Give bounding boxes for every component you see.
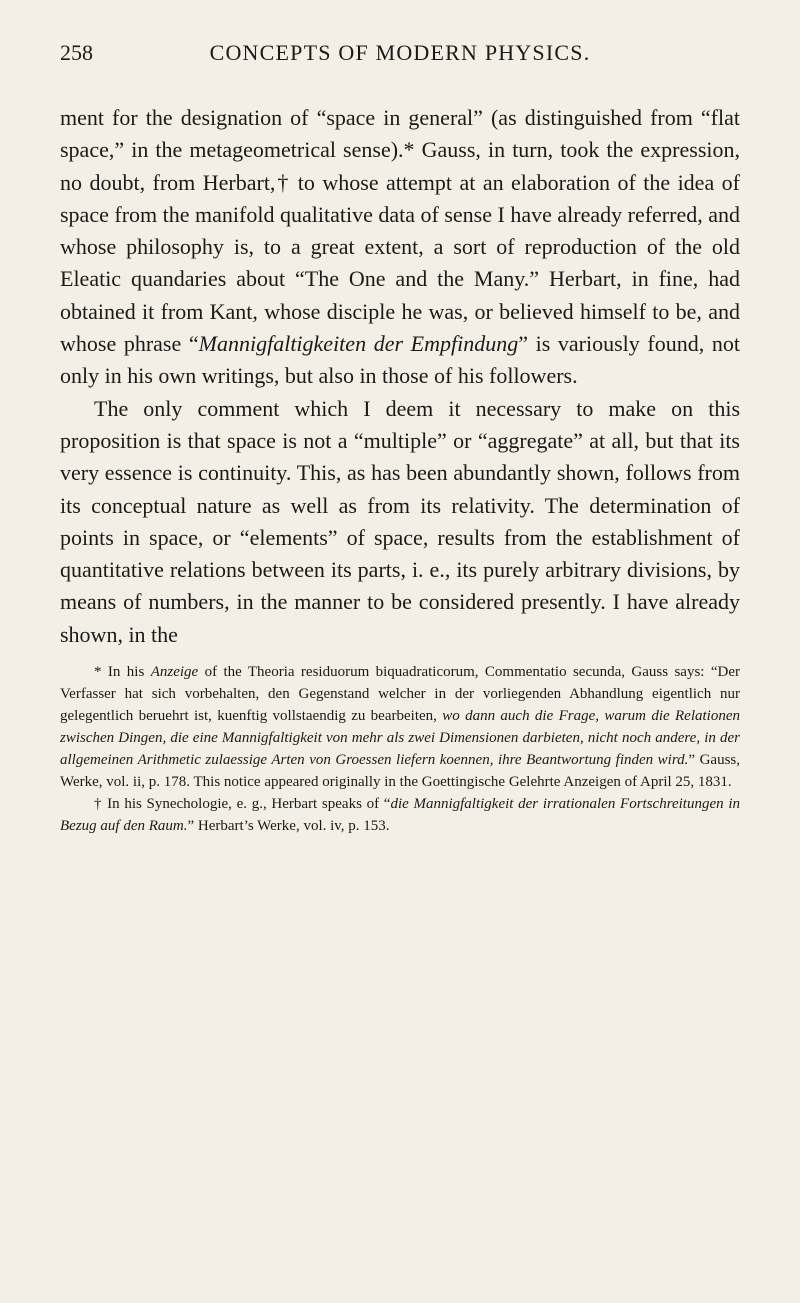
- footnote-1-italic-quote: wo dann auch die Frage, warum die Relationen zwischen Dingen, die eine Mannigfaltigkeit von mehr als zwei Dimensionen darbieten, nicht noch andere, in der allgemeinen Arithmetic zulaessige Arten von Groessen liefern koennen, ihre Beantwortung finden wird.: [60, 708, 740, 769]
- footnote-2: [60, 793, 740, 837]
- footnote-2-text-b: ” Herbart’s Werke, vol. iv, p. 153.: [187, 818, 390, 835]
- footnote-2-italic-quote: die Mannigfaltigkeit der irrationalen Fortschreitungen in Bezug auf den Raum.: [60, 796, 740, 835]
- paragraph-1: [60, 102, 740, 393]
- page-header: [60, 40, 740, 74]
- paragraph-1-text-a: ment for the designation of “space in general” (as distinguished from “flat space,” in the metageometrical sense).* Gauss, in turn, took the expression, no doubt, from Herbart,† to whose attempt at an elaboration of the idea of space from the manifold qualitative data of sense I have already referred, and whose philosophy is, to a great extent, a sort of reproduction of the old Eleatic quandaries about “The One and the Many.” Herbart, in fine, had obtained it from Kant, whose disciple he was, or believed himself to be, and whose phrase “: [60, 105, 740, 357]
- footnote-1-text-a: * In his: [94, 664, 151, 681]
- footnotes: [60, 661, 740, 837]
- main-text: [60, 102, 740, 651]
- paragraph-1-italic-phrase: Mannigfaltigkeiten der Empfindung: [198, 331, 519, 357]
- footnote-1-text-b: of the Theoria residuorum biquadraticorum, Commentatio secunda, Gauss says: “Der Verfasser hat sich vorbehalten, den Gegenstand welcher in der vorliegenden Abhandlung eigentlich nur gelegentlich beruehrt ist, kuenftig vollstaendig zu bearbeiten,: [60, 664, 741, 725]
- paragraph-2: The only comment which I deem it necessary to make on this proposition is that space is not a “multiple” or “aggregate” at all, but that its very essence is continuity. This, as has been abundantly shown, follows from its conceptual nature as well as from its relativity. The determination of points in space, or “elements” of space, results from the establishment of quantitative relations between its parts, i. e., its purely arbitrary divisions, by means of numbers, in the manner to be considered presently. I have already shown, in the: [60, 395, 740, 647]
- footnote-1-italic-a: Anzeige: [150, 664, 199, 681]
- footnote-2-text-a: † In his Synechologie, e. g., Herbart speaks of “: [94, 796, 391, 813]
- running-title: CONCEPTS OF MODERN PHYSICS.: [209, 40, 591, 65]
- page-number: 258: [60, 40, 93, 65]
- footnote-1: [60, 661, 740, 793]
- footnote-1-text-c: ” Gauss, Werke, vol. ii, p. 178. This notice appeared originally in the Goettingische Gelehrte Anzeigen of April 25, 1831.: [60, 752, 740, 791]
- paragraph-1-text-b: ” is variously found, not only in his own writings, but also in those of his followers.: [60, 331, 740, 389]
- book-page: [60, 40, 740, 837]
